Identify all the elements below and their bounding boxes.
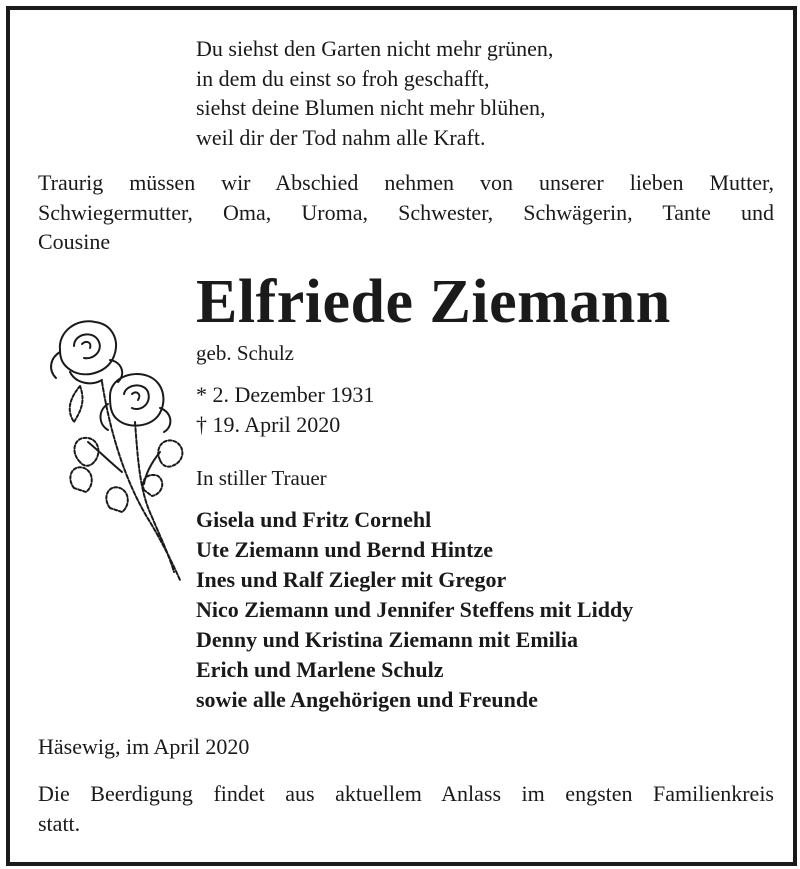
- mourner-entry: Erich und Marlene Schulz: [196, 657, 444, 682]
- mourner-entry: Gisela und Fritz Cornehl: [196, 507, 432, 532]
- poem-line: Du siehst den Garten nicht mehr grünen,: [196, 36, 554, 61]
- mourners-list: [196, 505, 633, 715]
- poem-line: siehst deine Blumen nicht mehr blühen,: [196, 95, 546, 120]
- poem-line: weil dir der Tod nahm alle Kraft.: [196, 124, 486, 150]
- mourner-entry: Nico Ziemann und Jennifer Steffens mit Liddy: [196, 597, 634, 622]
- deceased-name: Elfriede Ziemann: [196, 268, 671, 336]
- poem-line: in dem du einst so froh geschafft,: [196, 65, 490, 91]
- death-date: † 19. April 2020: [196, 412, 341, 437]
- birth-date: * 2. Dezember 1931: [196, 382, 375, 407]
- funeral-note: [38, 779, 774, 838]
- life-dates: [196, 380, 374, 440]
- mourner-entry: Denny und Kristina Ziemann mit Emilia: [196, 627, 579, 652]
- birth-name: geb. Schulz: [196, 341, 294, 365]
- farewell-line: Cousine: [38, 229, 111, 254]
- poem: [196, 34, 553, 152]
- mourner-entry: sowie alle Angehörigen und Freunde: [196, 687, 538, 712]
- mourner-entry: Ines und Ralf Ziegler mit Gregor: [196, 567, 507, 592]
- mourning-label: In stiller Trauer: [196, 466, 327, 490]
- mourner-entry: Ute Ziemann und Bernd Hintze: [196, 537, 494, 562]
- farewell-text: [38, 168, 774, 257]
- place-date: Häsewig, im April 2020: [38, 734, 250, 759]
- farewell-line: Traurig müssen wir Abschied nehmen von unserer lieben Mutter,: [38, 170, 774, 195]
- funeral-line: Die Beerdigung findet aus aktuellem Anlass im engsten Familienkreis: [38, 781, 774, 806]
- obituary-notice: [6, 6, 797, 866]
- farewell-line: Schwiegermutter, Oma, Uroma, Schwester, Schwägerin, Tante und: [38, 199, 774, 225]
- rose-icon: [40, 312, 190, 592]
- funeral-line: statt.: [38, 810, 81, 836]
